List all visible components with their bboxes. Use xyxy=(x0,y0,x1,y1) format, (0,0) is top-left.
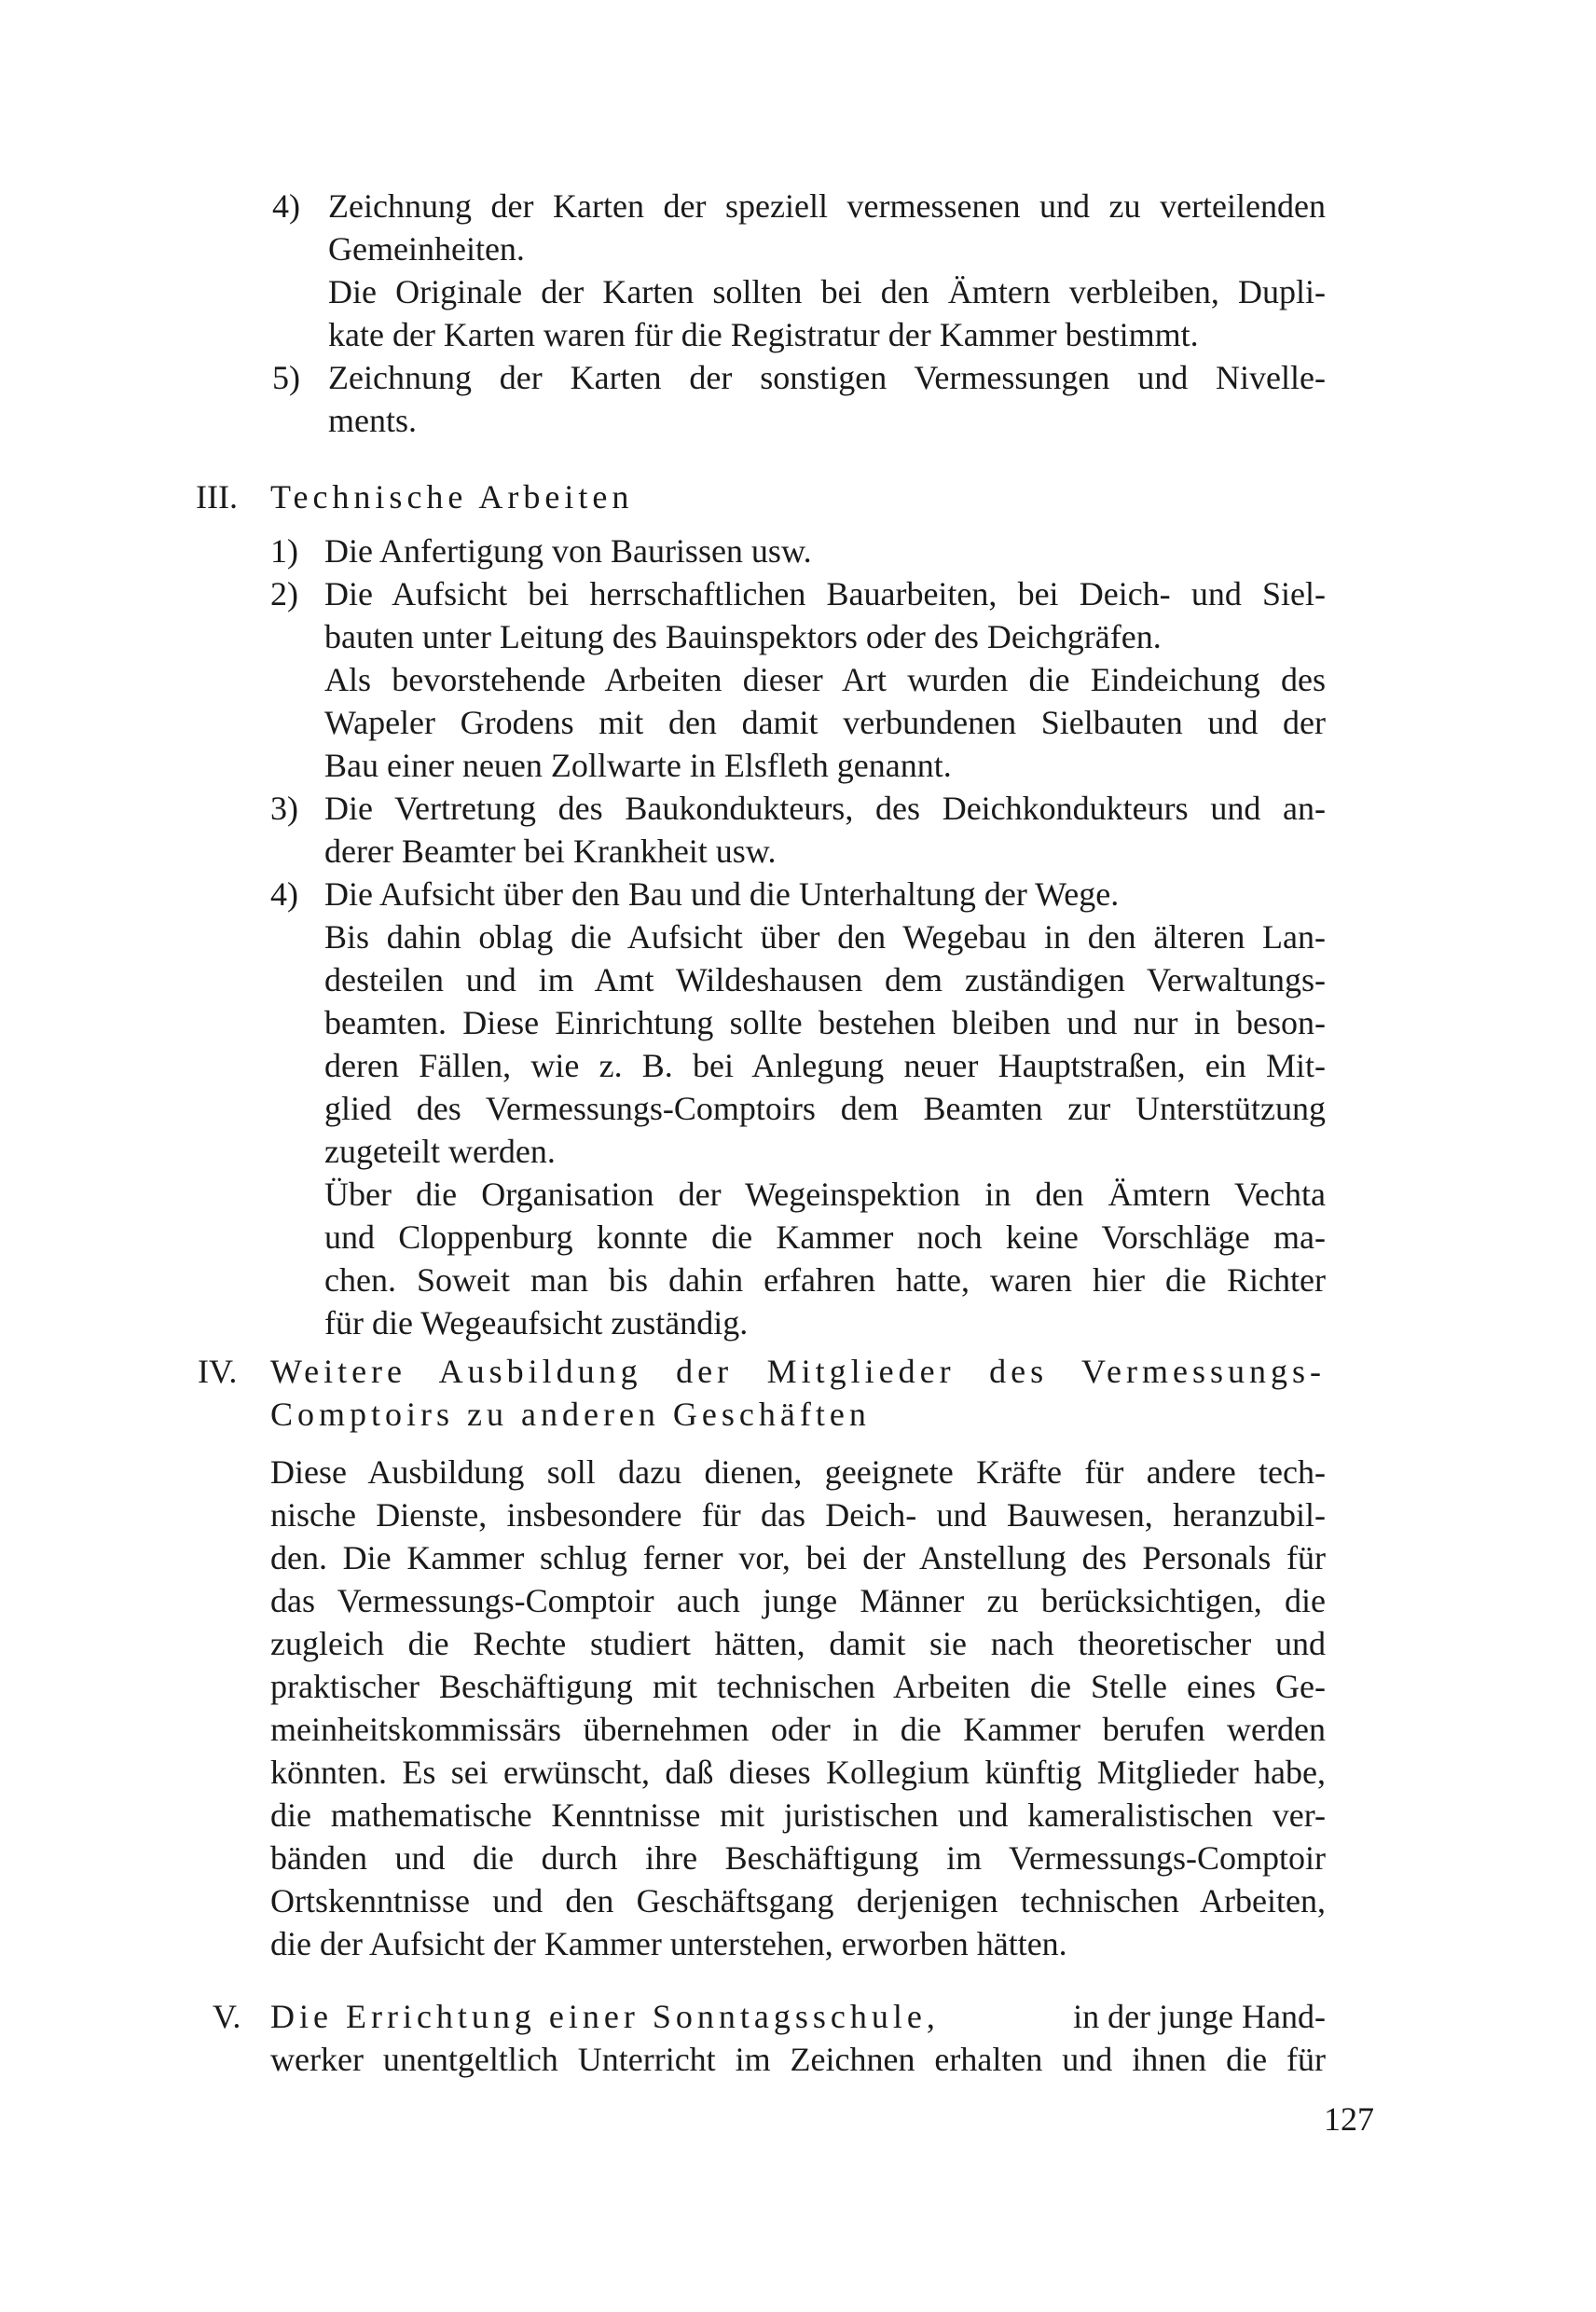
item-text-line: desteilen und im Amt Wildeshausen dem zuständigen Verwaltungs- xyxy=(324,961,1326,998)
item-text-line: derer Beamter bei Krankheit usw. xyxy=(324,833,777,870)
section-heading: Die Errichtung einer Sonntagsschule, xyxy=(270,1998,940,2035)
item-text-line: Zeichnung der Karten der speziell vermessenen und zu verteilenden xyxy=(328,187,1326,225)
paragraph-line: Ortskenntnisse und den Geschäftsgang derjenigen technischen Arbeiten, xyxy=(270,1882,1326,1920)
item-number: 1) xyxy=(270,532,298,570)
item-text-line: Über die Organisation der Wegeinspektion in den Ämtern Vechta xyxy=(324,1176,1326,1213)
item-text-line: für die Wegeaufsicht zuständig. xyxy=(324,1304,749,1342)
section-v-first-line xyxy=(270,1995,1326,2038)
paragraph-line: das Vermessungs-Comptoir auch junge Männer zu berücksichtigen, die xyxy=(270,1582,1326,1619)
item-text-line: zugeteilt werden. xyxy=(324,1133,556,1170)
section-heading: Weitere Ausbildung der Mitglieder des Vermessungs- xyxy=(270,1353,1326,1390)
item-text-line: Die Aufsicht über den Bau und die Unterhaltung der Wege. xyxy=(324,875,1120,913)
item-text-line: Gemeinheiten. xyxy=(328,230,525,268)
section-numeral: V. xyxy=(213,1998,241,2035)
item-text-line: Bau einer neuen Zollwarte in Elsfleth genannt. xyxy=(324,747,952,784)
paragraph-line: werker unentgeltlich Unterricht im Zeichnen erhalten und ihnen die für xyxy=(270,2041,1326,2078)
paragraph-line: die der Aufsicht der Kammer unterstehen, erworben hätten. xyxy=(270,1925,1067,1962)
item-number: 4) xyxy=(270,875,298,913)
paragraph-line: Diese Ausbildung soll dazu dienen, geeignete Kräfte für andere tech- xyxy=(270,1453,1326,1491)
item-text-line: bauten unter Leitung des Bauinspektors oder des Deichgräfen. xyxy=(324,618,1162,655)
paragraph-line: könnten. Es sei erwünscht, daß dieses Kollegium künftig Mitglieder habe, xyxy=(270,1754,1326,1791)
item-text-line: und Cloppenburg konnte die Kammer noch keine Vorschläge ma- xyxy=(324,1218,1326,1256)
paragraph-line: meinheitskommissärs übernehmen oder in die Kammer berufen werden xyxy=(270,1711,1326,1748)
item-text-line: Die Originale der Karten sollten bei den Ämtern verbleiben, Dupli- xyxy=(328,273,1326,310)
paragraph-line: den. Die Kammer schlug ferner vor, bei der Anstellung des Personals für xyxy=(270,1539,1326,1576)
paragraph-line: praktischer Beschäftigung mit technischen Arbeiten die Stelle eines Ge- xyxy=(270,1668,1326,1705)
item-text-line: Bis dahin oblag die Aufsicht über den Wegebau in den älteren Lan- xyxy=(324,918,1326,956)
item-number: 4) xyxy=(272,187,300,225)
item-number: 3) xyxy=(270,790,298,827)
item-number: 5) xyxy=(272,359,300,396)
item-text-line: deren Fällen, wie z. B. bei Anlegung neuer Hauptstraßen, ein Mit- xyxy=(324,1047,1326,1084)
item-number: 2) xyxy=(270,575,298,612)
section-heading: Comptoirs zu anderen Geschäften xyxy=(270,1396,871,1433)
item-text-line: Als bevorstehende Arbeiten dieser Art wurden die Eindeichung des xyxy=(324,661,1326,698)
item-text-line: Die Anfertigung von Baurissen usw. xyxy=(324,532,812,570)
item-text-line: Die Aufsicht bei herrschaftlichen Bauarbeiten, bei Deich- und Siel- xyxy=(324,575,1326,612)
item-text-line: kate der Karten waren für die Registratur der Kammer bestimmt. xyxy=(328,316,1199,353)
item-text-line: beamten. Diese Einrichtung sollte bestehen bleiben und nur in beson- xyxy=(324,1004,1326,1041)
section-numeral: IV. xyxy=(198,1353,238,1390)
page-number: 127 xyxy=(1324,2100,1374,2138)
paragraph-line: die mathematische Kenntnisse mit juristischen und kameralistischen ver- xyxy=(270,1796,1326,1834)
item-text-line: Zeichnung der Karten der sonstigen Vermessungen und Nivelle- xyxy=(328,359,1326,396)
section-numeral: III. xyxy=(196,478,238,516)
item-text-line: Die Vertretung des Baukondukteurs, des Deichkondukteurs und an- xyxy=(324,790,1326,827)
item-text-line: chen. Soweit man bis dahin erfahren hatte, waren hier die Richter xyxy=(324,1261,1326,1299)
heading-continuation: in der junge Hand- xyxy=(1073,1998,1326,2035)
section-heading: Technische Arbeiten xyxy=(270,478,634,516)
item-text-line: glied des Vermessungs-Comptoirs dem Beamten zur Unterstützung xyxy=(324,1090,1326,1127)
item-text-line: Wapeler Grodens mit den damit verbundenen Sielbauten und der xyxy=(324,704,1326,741)
paragraph-line: nische Dienste, insbesondere für das Deich- und Bauwesen, heranzubil- xyxy=(270,1496,1326,1534)
item-text-line: ments. xyxy=(328,402,417,439)
paragraph-line: zugleich die Rechte studiert hätten, damit sie nach theoretischer und xyxy=(270,1625,1326,1662)
paragraph-line: bänden und die durch ihre Beschäftigung im Vermessungs-Comptoir xyxy=(270,1839,1326,1877)
